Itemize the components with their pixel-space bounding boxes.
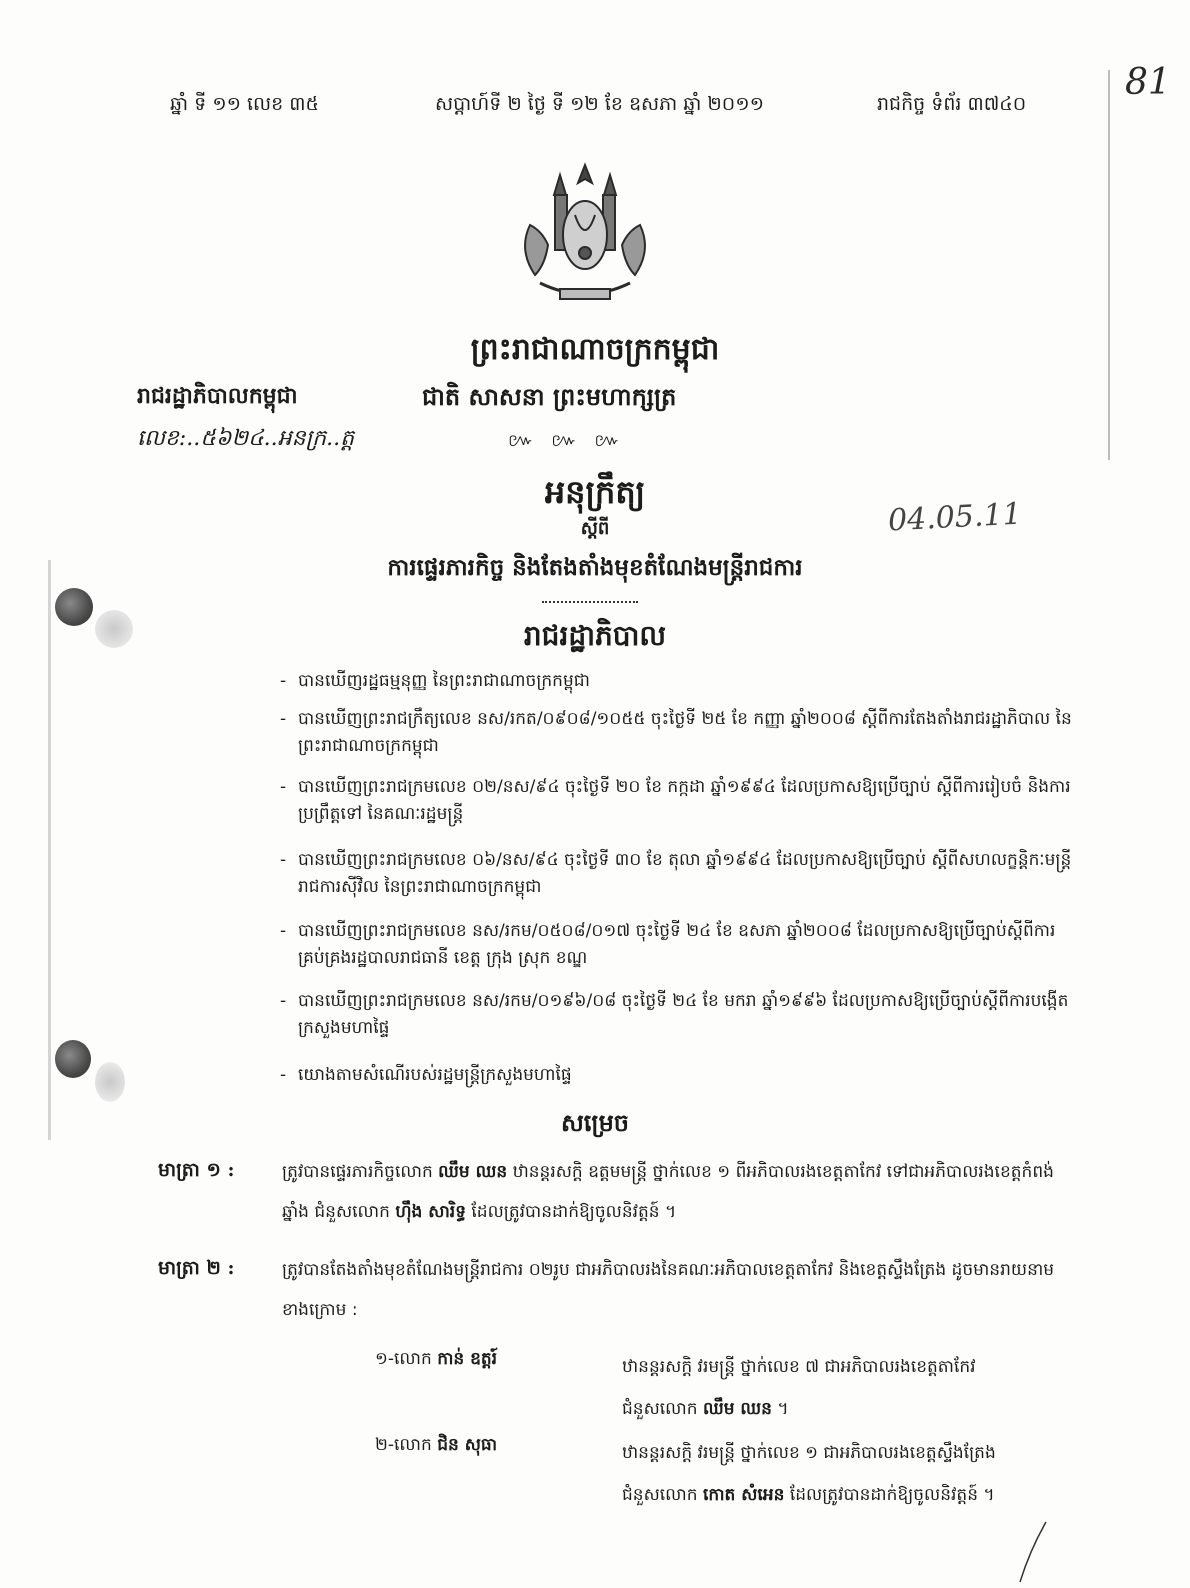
- document-about: ស្តីពី: [580, 518, 610, 539]
- government-label: រាជរដ្ឋាភិបាលកម្ពុជា: [137, 383, 298, 409]
- decision-heading: សម្រេច: [560, 1108, 630, 1137]
- preamble-item: - បានឃើញព្រះរាជក្រមលេខ នស/រកម/០៥០៨/០១៧ ចុះថ្ងៃទី ២៤ ខែ ឧសភា ឆ្នាំ២០០៨ ដែលប្រកាសឱ្យប្រើច្បាប់ស្តីពីការគ្រប់គ្រងរដ្ឋបាលរាជធានី ខេត្ត ក្រុង ស្រុក ខណ្ឌ: [280, 921, 1056, 968]
- kingdom-name: ព្រះរាជាណាចក្រកម្ពុជា: [470, 332, 720, 367]
- appointee-1-detail: ឋានន្តរសក្តិ វរមន្ត្រី ថ្នាក់លេខ ៧ ជាអភិបាលរងខេត្តតាកែវ ជំនួសលោក ឈឹម ឈន ។: [622, 1357, 976, 1419]
- article-2-text: ត្រូវបានតែងតាំងមុខតំណែងមន្ត្រីរាជការ ០២រូប ជាអភិបាលរងនៃគណៈអភិបាលខេត្តតាកែវ និងខេត្តស្ទឹងត្រែង ដូចមានរាយនាមខាងក្រោម :: [282, 1260, 1055, 1320]
- preamble-item: - បានឃើញព្រះរាជក្រមលេខ ០៦/នស/៩៤ ចុះថ្ងៃទី ៣០ ខែ តុលា ឆ្នាំ១៩៩៤ ដែលប្រកាសឱ្យប្រើច្បាប់ ស្តីពីសហលក្ខន្តិកៈមន្ត្រីរាជការស៊ីវិល នៃព្រះរាជាណាចក្រកម្ពុជា: [280, 850, 1072, 897]
- pen-stroke: [1010, 1520, 1050, 1584]
- appointee-1-name: ១-លោក កាន់ ឧត្តរ៍: [375, 1349, 498, 1369]
- national-motto: ជាតិ សាសនា ព្រះមហាក្សត្រ: [422, 382, 677, 411]
- preamble-item: - បានឃើញរដ្ឋធម្មនុញ្ញ នៃព្រះរាជាណាចក្រកម្ពុជា: [280, 671, 590, 691]
- document-subject: ការផ្ទេរភារកិច្ច និងតែងតាំងមុខតំណែងមន្ត្រីរាជការ: [387, 554, 803, 581]
- margin-note: 81: [1125, 62, 1171, 103]
- person-name: ឈឹម ឈន: [438, 1162, 508, 1182]
- article-1-text: ត្រូវបានផ្ទេរភារកិច្ចលោក ឈឹម ឈន ឋានន្តរសក្តិ ឧត្តមមន្ត្រី ថ្នាក់លេខ ១ ពីអភិបាលរងខេត្តតាកែវ ទៅជាអភិបាលរងខេត្តកំពង់ឆ្នាំង ជំនួសលោក ហ៊ឹង សារិទ្ធ ដែលត្រូវបានដាក់ឱ្យចូលនិវត្តន៍ ។: [282, 1162, 1054, 1222]
- preamble-item: - បានឃើញព្រះរាជក្រមលេខ នស/រកម/០១៩៦/០៨ ចុះថ្ងៃទី ២៤ ខែ មករា ឆ្នាំ១៩៩៦ ដែលប្រកាសឱ្យប្រើច្បាប់ស្តីពីការបង្កើតក្រសួងមហាផ្ទៃ: [280, 991, 1069, 1038]
- preamble-item: - បានឃើញព្រះរាជក្រឹត្យលេខ នស/រកត/០៩០៨/១០៥៥ ចុះថ្ងៃទី ២៥ ខែ កញ្ញា ឆ្នាំ២០០៨ ស្តីពីការតែងតាំងរាជរដ្ឋាភិបាល នៃព្រះរាជាណាចក្រកម្ពុជា: [280, 709, 1072, 756]
- ornament-divider: ៚ ៚ ៚: [508, 430, 626, 451]
- royal-emblem: [500, 155, 670, 315]
- punch-hole-bottom: [55, 1040, 91, 1078]
- preamble-item: - បានឃើញព្រះរាជក្រមលេខ ០២/នស/៩៤ ចុះថ្ងៃទី ២០ ខែ កក្កដា ឆ្នាំ១៩៩៤ ដែលប្រកាសឱ្យប្រើច្បាប់ ស្តីពីការរៀបចំ និងការប្រព្រឹត្តទៅ នៃគណៈរដ្ឋមន្ត្រី: [280, 777, 1071, 824]
- reference-number: លេខ:..៥៦២៤..អនក្រ..ត្ត: [137, 426, 355, 451]
- document-type: អនុក្រឹត្យ: [544, 473, 646, 511]
- appointee-2-name: ២-លោក ជិន សុធា: [375, 1435, 498, 1455]
- scan-edge-line: [1108, 70, 1110, 460]
- punch-hole-shadow-bottom: [95, 1062, 125, 1102]
- title-divider: [542, 601, 638, 603]
- article-2-label: មាត្រា ២ :: [158, 1257, 235, 1279]
- header-date: សប្តាហ៍ទី ២ ថ្ងៃ ទី ១២ ខែ ឧសភា ឆ្នាំ ២០១១: [435, 93, 764, 115]
- article-1-label: មាត្រា ១ :: [158, 1159, 235, 1181]
- person-name: ហ៊ឹង សារិទ្ធ: [395, 1202, 466, 1222]
- issuer-heading: រាជរដ្ឋាភិបាល: [523, 619, 667, 652]
- preamble-item: - យោងតាមសំណើរបស់រដ្ឋមន្ត្រីក្រសួងមហាផ្ទៃ: [280, 1065, 572, 1085]
- appointee-2-detail: ឋានន្តរសក្តិ វរមន្ត្រី ថ្នាក់លេខ ១ ជាអភិបាលរងខេត្តស្ទឹងត្រែង ជំនួសលោក កោត សំអេន ដែលត្រូវបានដាក់ឱ្យចូលនិវត្តន៍ ។: [622, 1443, 996, 1505]
- header-issue: ឆ្នាំ ទី ១១ លេខ ៣៥: [170, 93, 319, 115]
- handwritten-date: 04.05.11: [887, 496, 1023, 539]
- header-page: រាជកិច្ច ទំព័រ ៣៧៤០: [877, 93, 1027, 115]
